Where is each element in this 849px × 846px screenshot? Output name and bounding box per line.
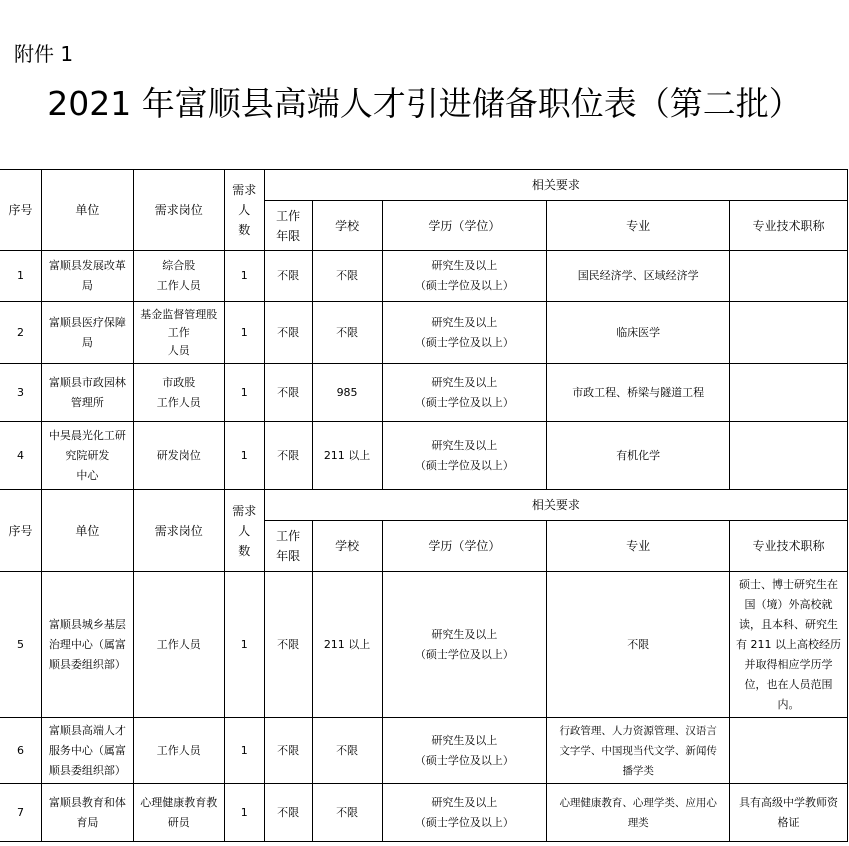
cell-unit: 富顺县发展改革 局: [41, 251, 133, 302]
cell-school: 不限: [312, 251, 382, 302]
header-work-years: 工作 年限: [264, 201, 312, 251]
header-major: 专业: [547, 201, 730, 251]
header-school: 学校: [312, 201, 382, 251]
header-school: 学校: [312, 521, 382, 572]
cell-title-req: [730, 364, 848, 422]
page-title: 2021 年富顺县高端人才引进储备职位表（第二批）: [47, 84, 802, 123]
header-education: 学历（学位）: [382, 201, 547, 251]
cell-post: 综合股 工作人员: [133, 251, 224, 302]
cell-education: 研究生及以上 （硕士学位及以上）: [382, 784, 547, 842]
cell-post: 研发岗位: [133, 422, 224, 490]
header-seq: 序号: [0, 490, 41, 572]
cell-school: 不限: [312, 718, 382, 784]
cell-major: 心理健康教育、心理学类、应用心 理类: [547, 784, 730, 842]
header-count: 需求人 数: [224, 490, 264, 572]
cell-post: 基金监督管理股 工作 人员: [133, 302, 224, 364]
cell-count: 1: [224, 422, 264, 490]
cell-major: 有机化学: [547, 422, 730, 490]
cell-education: 研究生及以上 （硕士学位及以上）: [382, 422, 547, 490]
table-row: [0, 302, 848, 364]
header-title-req: 专业技术职称: [730, 521, 848, 572]
cell-work-years: 不限: [264, 784, 312, 842]
cell-count: 1: [224, 784, 264, 842]
cell-seq: 6: [0, 718, 41, 784]
cell-education: 研究生及以上 （硕士学位及以上）: [382, 251, 547, 302]
cell-title-req: [730, 302, 848, 364]
cell-work-years: 不限: [264, 572, 312, 718]
cell-school: 不限: [312, 784, 382, 842]
header-work-years: 工作 年限: [264, 521, 312, 572]
table-row: [0, 784, 848, 842]
table-row: [0, 718, 848, 784]
cell-title-req: 硕士、博士研究生在 国（境）外高校就 读，且本科、研究生 有 211 以上高校经历 并取得相应学历学 位，也在人员范围 内。: [730, 572, 848, 718]
cell-title-req: [730, 422, 848, 490]
header-post: 需求岗位: [133, 490, 224, 572]
cell-unit: 富顺县医疗保障 局: [41, 302, 133, 364]
cell-unit: 富顺县城乡基层 治理中心（属富 顺县委组织部）: [41, 572, 133, 718]
header-education: 学历（学位）: [382, 521, 547, 572]
table-row: [0, 364, 848, 422]
cell-seq: 5: [0, 572, 41, 718]
cell-seq: 1: [0, 251, 41, 302]
cell-major: 不限: [547, 572, 730, 718]
table-row: [0, 572, 848, 718]
cell-education: 研究生及以上 （硕士学位及以上）: [382, 302, 547, 364]
header-post: 需求岗位: [133, 170, 224, 251]
cell-title-req: [730, 718, 848, 784]
cell-work-years: 不限: [264, 364, 312, 422]
cell-count: 1: [224, 718, 264, 784]
attachment-label: 附件 1: [14, 42, 74, 66]
cell-title-req: [730, 251, 848, 302]
cell-work-years: 不限: [264, 718, 312, 784]
cell-post: 工作人员: [133, 718, 224, 784]
cell-work-years: 不限: [264, 302, 312, 364]
cell-unit: 富顺县市政园林 管理所: [41, 364, 133, 422]
cell-post: 心理健康教育教 研员: [133, 784, 224, 842]
cell-title-req: 具有高级中学教师资 格证: [730, 784, 848, 842]
cell-education: 研究生及以上 （硕士学位及以上）: [382, 572, 547, 718]
positions-table: [0, 169, 848, 842]
cell-count: 1: [224, 572, 264, 718]
header-unit: 单位: [41, 490, 133, 572]
cell-major: 临床医学: [547, 302, 730, 364]
cell-major: 行政管理、人力资源管理、汉语言 文字学、中国现当代文学、新闻传 播学类: [547, 718, 730, 784]
cell-post: 市政股 工作人员: [133, 364, 224, 422]
cell-seq: 3: [0, 364, 41, 422]
cell-unit: 中昊晨光化工研 究院研发 中心: [41, 422, 133, 490]
header-seq: 序号: [0, 170, 41, 251]
header-major: 专业: [547, 521, 730, 572]
cell-school: 211 以上: [312, 422, 382, 490]
cell-count: 1: [224, 364, 264, 422]
cell-seq: 7: [0, 784, 41, 842]
cell-seq: 4: [0, 422, 41, 490]
table-row: [0, 251, 848, 302]
cell-education: 研究生及以上 （硕士学位及以上）: [382, 718, 547, 784]
header-title-req: 专业技术职称: [730, 201, 848, 251]
cell-unit: 富顺县教育和体 育局: [41, 784, 133, 842]
cell-school: 211 以上: [312, 572, 382, 718]
header-requirements: 相关要求: [264, 490, 847, 521]
cell-school: 985: [312, 364, 382, 422]
cell-work-years: 不限: [264, 251, 312, 302]
cell-work-years: 不限: [264, 422, 312, 490]
cell-education: 研究生及以上 （硕士学位及以上）: [382, 364, 547, 422]
cell-major: 市政工程、桥梁与隧道工程: [547, 364, 730, 422]
cell-count: 1: [224, 302, 264, 364]
cell-unit: 富顺县高端人才 服务中心（属富 顺县委组织部）: [41, 718, 133, 784]
cell-count: 1: [224, 251, 264, 302]
table-row: [0, 422, 848, 490]
header-unit: 单位: [41, 170, 133, 251]
cell-seq: 2: [0, 302, 41, 364]
cell-school: 不限: [312, 302, 382, 364]
header-requirements: 相关要求: [264, 170, 847, 201]
header-count: 需求人 数: [224, 170, 264, 251]
cell-post: 工作人员: [133, 572, 224, 718]
cell-major: 国民经济学、区域经济学: [547, 251, 730, 302]
